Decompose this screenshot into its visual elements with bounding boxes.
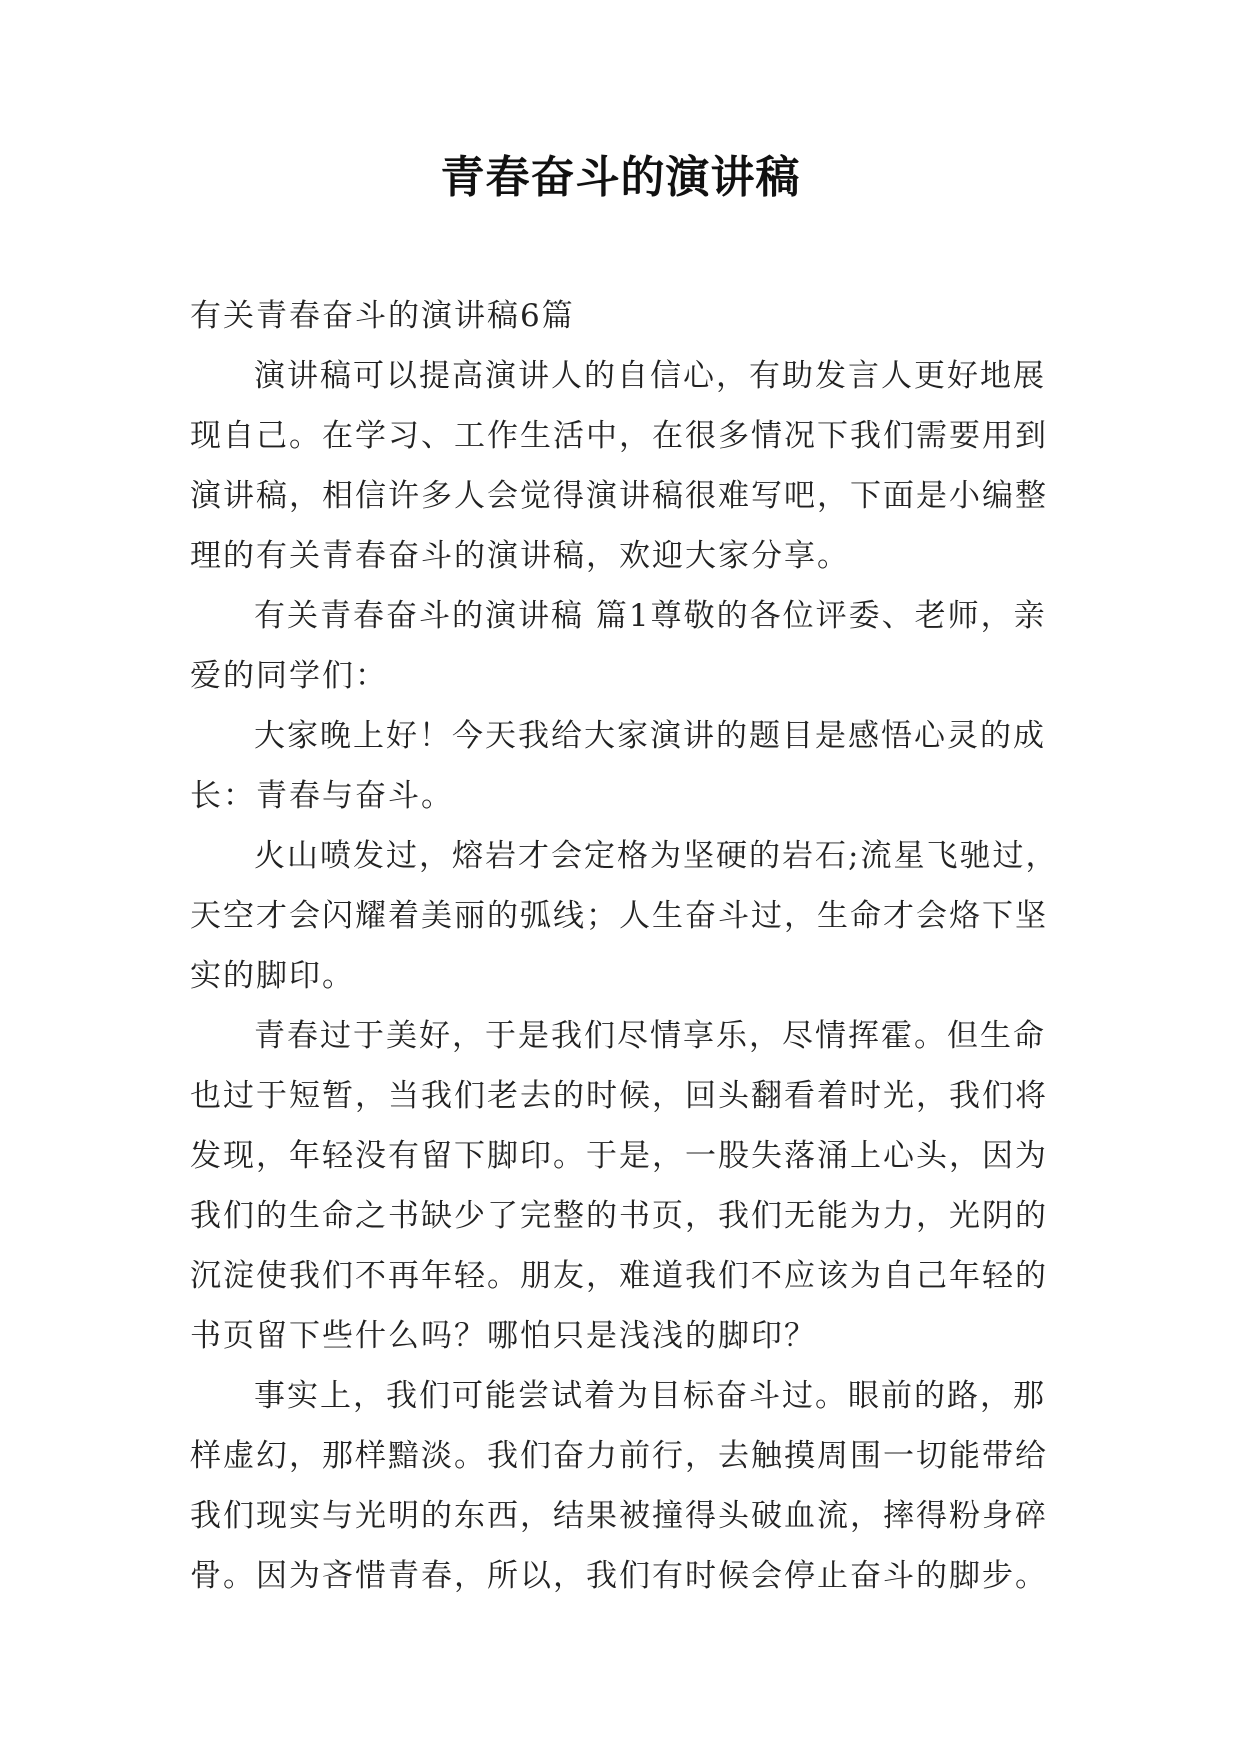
paragraph-5: 青春过于美好，于是我们尽情享乐，尽情挥霍。但生命也过于短暂，当我们老去的时候，回头翻看着时光，我们将发现，年轻没有留下脚印。于是，一股失落涌上心头，因为我们的生命之书缺少了完整的书页，我们无能为力，光阴的沉淀使我们不再年轻。朋友，难道我们不应该为自己年轻的书页留下些什么吗？哪怕只是浅浅的脚印？ [190,1018,1048,1354]
paragraph-2: 有关青春奋斗的演讲稿 篇1尊敬的各位评委、老师，亲爱的同学们： [190,598,1047,694]
paragraph-6: 事实上，我们可能尝试着为目标奋斗过。眼前的路，那样虚幻，那样黯淡。我们奋力前行，去触摸周围一切能带给我们现实与光明的东西，结果被撞得头破血流，摔得粉身碎骨。因为吝惜青春，所以，我们有时候会停止奋斗的脚步。 [190,1378,1048,1594]
paragraph-4: 火山喷发过，熔岩才会定格为坚硬的岩石;流星飞驰过，天空才会闪耀着美丽的弧线；人生奋斗过，生命才会烙下坚实的脚印。 [190,838,1059,994]
document-subtitle: 有关青春奋斗的演讲稿6篇 [190,298,575,334]
document-body [190,286,1070,1606]
document-title: 青春奋斗的演讲稿 [440,152,801,203]
paragraph-1: 演讲稿可以提高演讲人的自信心，有助发言人更好地展现自己。在学习、工作生活中，在很多情况下我们需要用到演讲稿，相信许多人会觉得演讲稿很难写吧，下面是小编整理的有关青春奋斗的演讲稿，欢迎大家分享。 [190,358,1048,574]
paragraph-3: 大家晚上好！今天我给大家演讲的题目是感悟心灵的成长：青春与奋斗。 [190,718,1046,814]
